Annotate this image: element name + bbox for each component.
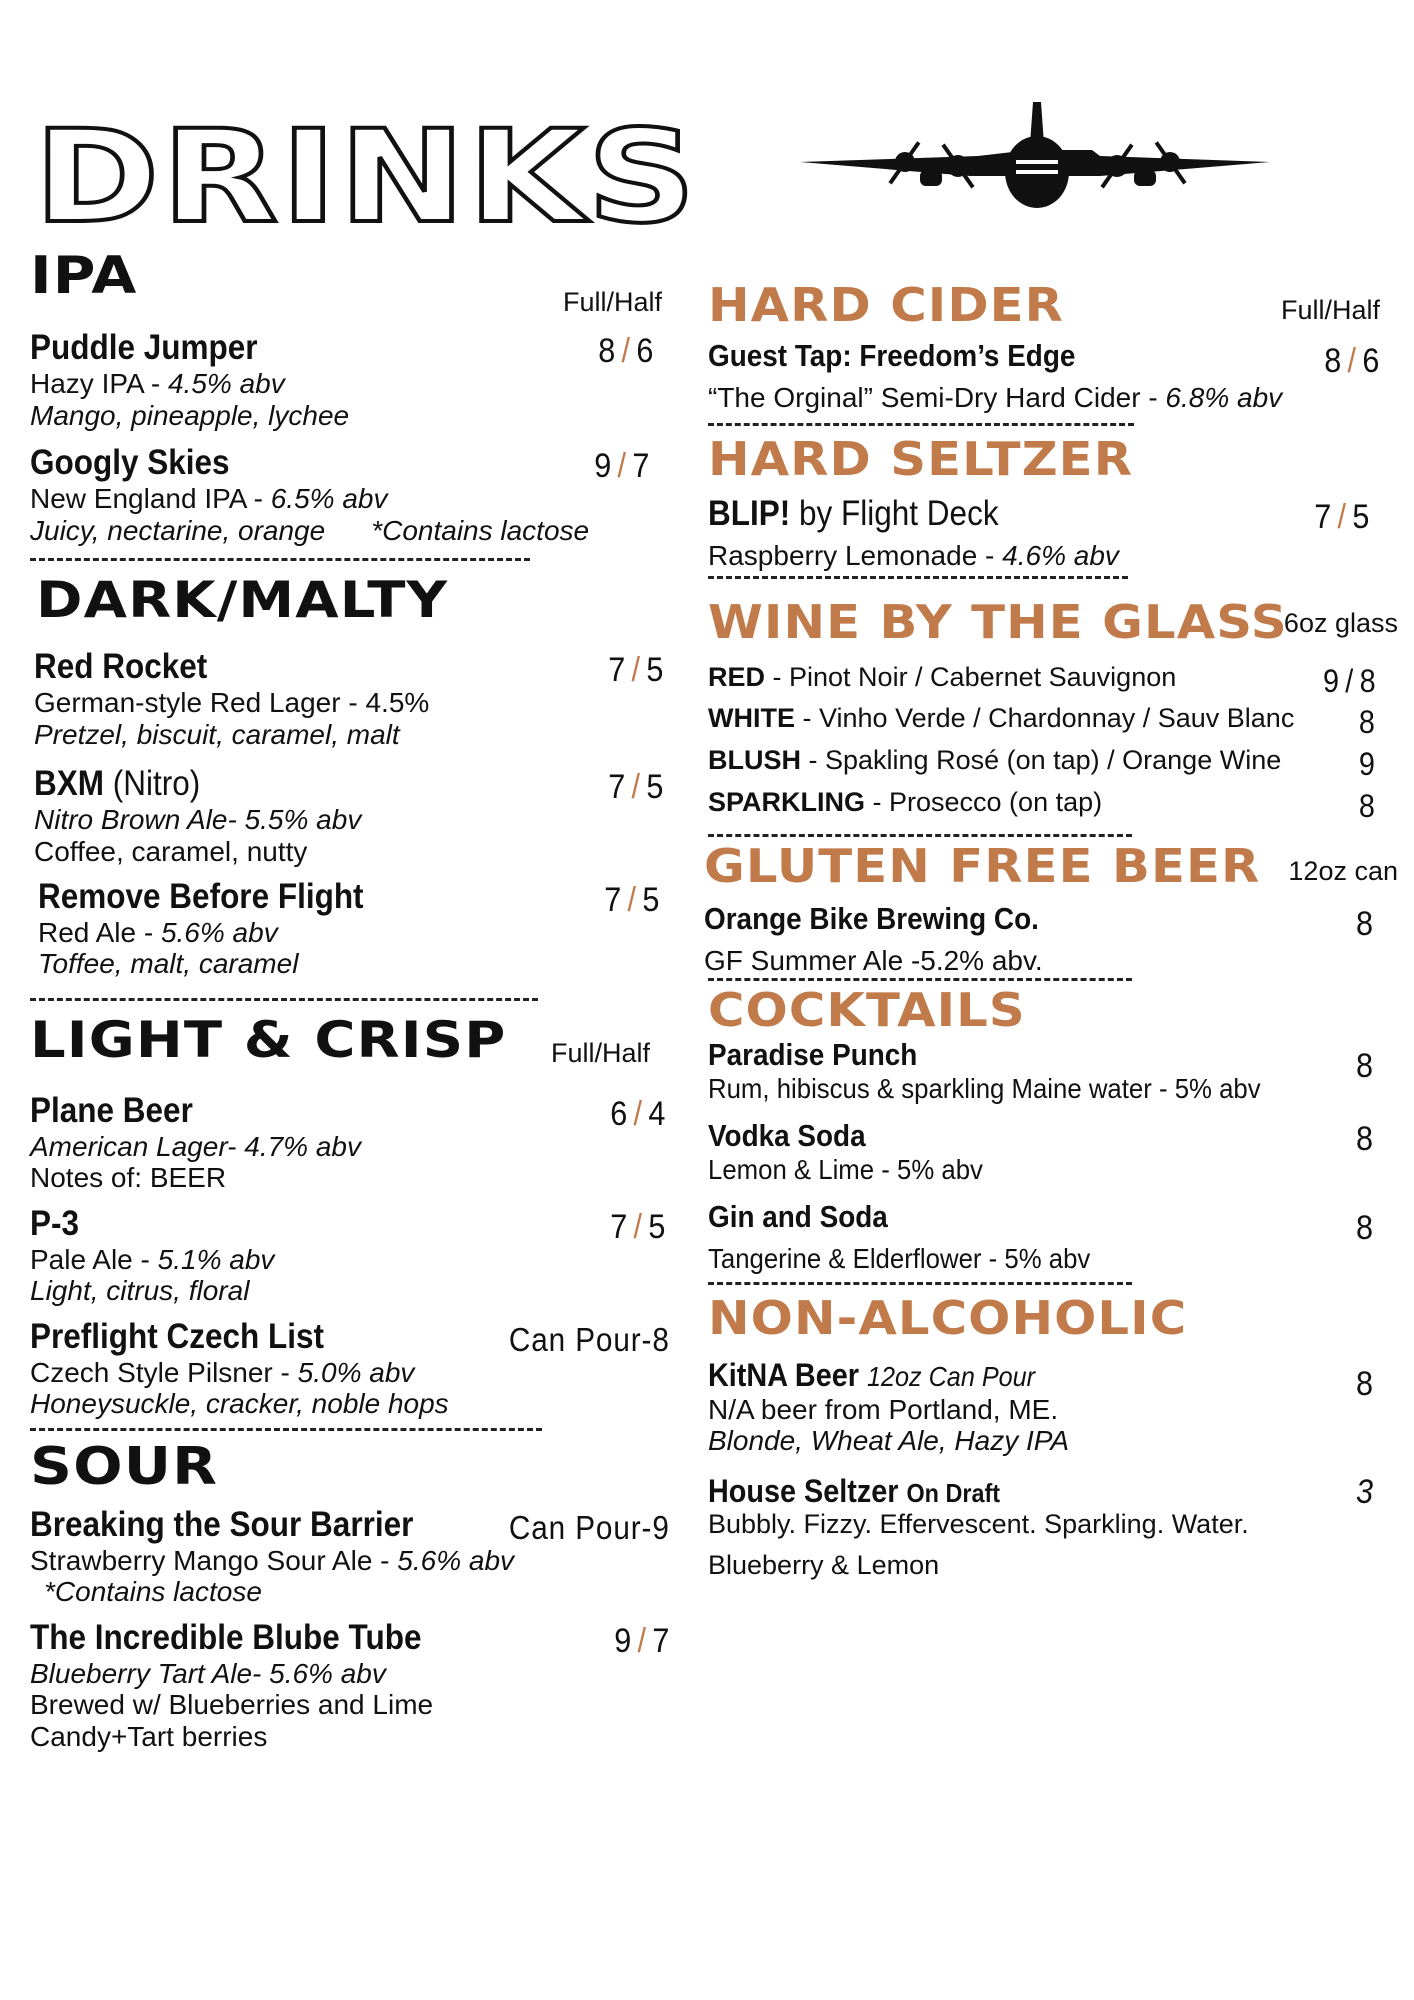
left-column xyxy=(30,246,670,1752)
item-style: American Lager- 4.7% abv xyxy=(30,1131,361,1163)
item-price: 8 xyxy=(1356,1208,1374,1247)
right-column xyxy=(704,278,1398,1580)
item-desc: Tangerine & Elderflower - 5% abv xyxy=(708,1242,1091,1274)
item-notes: Light, citrus, floral xyxy=(30,1275,250,1307)
item-name: KitNA Beer xyxy=(708,1356,859,1393)
dark-heading: DARK/MALTY xyxy=(36,570,449,629)
item-style: Pale Ale - xyxy=(30,1244,158,1276)
item-name: House Seltzer xyxy=(708,1472,899,1509)
wine-list xyxy=(708,657,1398,824)
item-price: 8 / 6 xyxy=(1323,342,1380,380)
item-extra-note: *Contains lactose xyxy=(371,514,590,546)
divider xyxy=(708,423,1134,426)
item-abv: 6.8% abv xyxy=(1165,381,1283,413)
menu-item-incredible-blube-tube xyxy=(30,1618,670,1752)
item-notes-2: Candy+Tart berries xyxy=(30,1720,268,1752)
item-price: 6 / 4 xyxy=(609,1094,666,1133)
dark-header xyxy=(30,570,670,631)
item-price: 7 / 5 xyxy=(603,880,660,919)
item-notes: Brewed w/ Blueberries and Lime xyxy=(30,1689,434,1721)
divider xyxy=(708,1282,1132,1285)
item-name: Googly Skies xyxy=(30,442,230,482)
na-header xyxy=(708,1290,1398,1345)
gf-header xyxy=(704,838,1398,893)
item-abv: 4.5% abv xyxy=(167,368,285,400)
menu-item-preflight-czech-list xyxy=(30,1317,670,1420)
item-notes: Coffee, caramel, nutty xyxy=(34,835,308,867)
menu-item-bxm xyxy=(34,764,670,867)
menu-item-googly-skies xyxy=(30,443,670,546)
wine-price: 8 xyxy=(1359,788,1376,825)
gf-size-note: 12oz can xyxy=(1288,855,1398,886)
light-heading: LIGHT & CRISP xyxy=(30,1010,507,1069)
page-title: DRINKS xyxy=(34,103,699,252)
menu-item-red-rocket xyxy=(34,647,670,750)
wine-row-red xyxy=(708,657,1398,699)
ipa-header xyxy=(30,246,670,320)
item-price: 8 xyxy=(1356,1119,1374,1158)
menu-item-freedoms-edge xyxy=(708,338,1398,413)
item-name: Vodka Soda xyxy=(708,1117,866,1153)
item-style: Red Ale - xyxy=(38,917,161,949)
item-name: Gin and Soda xyxy=(708,1198,888,1234)
gf-heading: GLUTEN FREE BEER xyxy=(704,838,1261,893)
item-abv: 5.1% abv xyxy=(157,1244,275,1276)
item-price: 9 / 7 xyxy=(613,1621,670,1660)
divider xyxy=(30,1428,542,1431)
menu-item-vodka-soda xyxy=(708,1118,1398,1185)
cider-heading: HARD CIDER xyxy=(708,278,1064,332)
item-style: Raspberry Lemonade - xyxy=(708,540,1003,572)
item-price: 7 / 5 xyxy=(607,767,664,806)
item-style: Strawberry Mango Sour Ale - xyxy=(30,1545,398,1576)
item-price: 7 / 5 xyxy=(1313,498,1370,536)
item-price: 7 / 5 xyxy=(609,1207,666,1246)
menu-item-house-seltzer xyxy=(708,1473,1398,1580)
item-name: BXM xyxy=(34,763,105,803)
item-price: Can Pour-8 xyxy=(509,1320,670,1358)
item-price: 9 / 7 xyxy=(593,446,650,485)
item-price: 8 xyxy=(1356,904,1374,943)
wine-label: BLUSH xyxy=(708,745,801,776)
ipa-size-note: Full/Half xyxy=(562,287,662,317)
wine-header xyxy=(708,594,1398,649)
item-name-suffix: (Nitro) xyxy=(112,763,201,803)
cider-size-note: Full/Half xyxy=(1280,295,1380,325)
item-name: Puddle Jumper xyxy=(30,328,258,367)
wine-desc: - Pinot Noir / Cabernet Sauvignon xyxy=(765,661,1177,692)
menu-item-plane-beer xyxy=(30,1091,670,1194)
item-style: “The Orginal” Semi-Dry Hard Cider - xyxy=(708,381,1166,413)
wine-row-white xyxy=(708,698,1398,740)
divider xyxy=(708,978,1132,981)
menu-item-remove-before-flight xyxy=(38,877,670,980)
item-abv: 6.5% abv xyxy=(270,483,388,515)
cocktails-heading: COCKTAILS xyxy=(708,982,1026,1037)
menu-item-orange-bike xyxy=(704,901,1398,976)
item-notes: *Contains lactose xyxy=(44,1576,262,1608)
menu-item-kitna-beer xyxy=(708,1357,1398,1457)
light-header xyxy=(30,1010,670,1075)
item-abv: 5.6% abv xyxy=(160,917,278,949)
wine-price: 9 / 8 xyxy=(1322,662,1376,699)
airplane-icon xyxy=(800,100,1270,250)
item-name: P-3 xyxy=(30,1203,80,1243)
wine-size-note: 6oz glass xyxy=(1283,607,1398,638)
item-desc: Rum, hibiscus & sparkling Maine water - 5% abv xyxy=(708,1072,1261,1104)
menu-item-gin-and-soda xyxy=(708,1199,1398,1274)
item-desc: Bubbly. Fizzy. Effervescent. Sparkling. Water. xyxy=(708,1509,1249,1540)
wine-row-blush xyxy=(708,740,1398,782)
item-notes: Mango, pineapple, lychee xyxy=(30,399,350,431)
item-notes: Blonde, Wheat Ale, Hazy IPA xyxy=(708,1425,1070,1457)
wine-price: 8 xyxy=(1359,704,1376,741)
item-name-suffix: 12oz Can Pour xyxy=(866,1360,1036,1392)
wine-label: SPARKLING xyxy=(708,787,866,818)
seltzer-heading: HARD SELTZER xyxy=(708,432,1134,486)
item-name-suffix: On Draft xyxy=(906,1477,1001,1508)
item-price: 8 / 6 xyxy=(597,332,654,370)
item-price: 8 xyxy=(1356,1046,1374,1085)
wine-row-sparkling xyxy=(708,782,1398,824)
item-name: BLIP! xyxy=(708,494,791,533)
item-abv: 4.6% abv xyxy=(1002,540,1119,572)
item-notes: Juicy, nectarine, orange xyxy=(30,514,326,546)
wine-desc: - Prosecco (on tap) xyxy=(865,787,1103,818)
divider xyxy=(30,558,530,561)
item-name: Remove Before Flight xyxy=(38,876,364,916)
item-style: Blueberry Tart Ale- 5.6% abv xyxy=(30,1657,386,1689)
item-notes: Pretzel, biscuit, caramel, malt xyxy=(34,718,400,750)
item-style: GF Summer Ale -5.2% abv. xyxy=(704,944,1043,976)
item-notes: Notes of: BEER xyxy=(30,1162,227,1194)
item-style: Hazy IPA - xyxy=(30,368,168,400)
item-price: 8 xyxy=(1356,1364,1374,1403)
item-name: Plane Beer xyxy=(30,1090,193,1130)
seltzer-header xyxy=(708,432,1398,486)
item-style: New England IPA - xyxy=(30,483,271,515)
item-desc: N/A beer from Portland, ME. xyxy=(708,1393,1059,1425)
item-name: Preflight Czech List xyxy=(30,1316,325,1356)
item-notes: Blueberry & Lemon xyxy=(708,1549,940,1580)
sour-header xyxy=(30,1436,670,1497)
wine-heading: WINE BY THE GLASS xyxy=(708,594,1288,649)
item-desc: Lemon & Lime - 5% abv xyxy=(708,1153,983,1185)
wine-price: 9 xyxy=(1359,746,1376,783)
wine-label: RED xyxy=(708,661,766,692)
menu-item-p3 xyxy=(30,1204,670,1307)
divider xyxy=(30,998,538,1001)
cocktails-header xyxy=(708,982,1398,1037)
item-price: 3 xyxy=(1356,1472,1374,1511)
item-name: The Incredible Blube Tube xyxy=(30,1617,422,1657)
item-name: Guest Tap: Freedom’s Edge xyxy=(708,338,1076,373)
item-price: Can Pour-9 xyxy=(509,1508,670,1546)
cider-header xyxy=(708,278,1398,332)
menu-item-breaking-the-sour-barrier xyxy=(30,1505,670,1608)
item-style: Nitro Brown Ale- 5.5% abv xyxy=(34,804,362,836)
menu-item-blip xyxy=(708,494,1398,572)
ipa-heading: IPA xyxy=(30,246,138,306)
wine-desc: - Spakling Rosé (on tap) / Orange Wine xyxy=(801,745,1282,776)
item-abv: 5.0% abv xyxy=(297,1357,415,1389)
item-style: German-style Red Lager - 4.5% xyxy=(34,687,430,719)
divider xyxy=(708,576,1128,579)
item-name: Red Rocket xyxy=(34,646,208,686)
na-heading: NON-ALCOHOLIC xyxy=(708,1290,1188,1345)
item-name: Breaking the Sour Barrier xyxy=(30,1504,414,1544)
divider xyxy=(708,834,1132,837)
item-price: 7 / 5 xyxy=(607,650,664,689)
item-name-suffix: by Flight Deck xyxy=(799,494,999,533)
item-abv: 5.6% abv xyxy=(397,1545,515,1576)
item-name: Paradise Punch xyxy=(708,1036,918,1072)
item-style: Czech Style Pilsner - xyxy=(30,1357,298,1389)
wine-label: WHITE xyxy=(708,703,795,734)
light-size-note: Full/Half xyxy=(550,1037,650,1068)
wine-desc: - Vinho Verde / Chardonnay / Sauv Blanc xyxy=(795,703,1295,734)
sour-heading: SOUR xyxy=(30,1436,219,1497)
item-notes: Honeysuckle, cracker, noble hops xyxy=(30,1388,449,1420)
item-notes: Toffee, malt, caramel xyxy=(38,948,299,980)
menu-item-puddle-jumper xyxy=(30,328,670,431)
menu-item-paradise-punch xyxy=(708,1037,1398,1104)
item-name: Orange Bike Brewing Co. xyxy=(704,900,1039,936)
